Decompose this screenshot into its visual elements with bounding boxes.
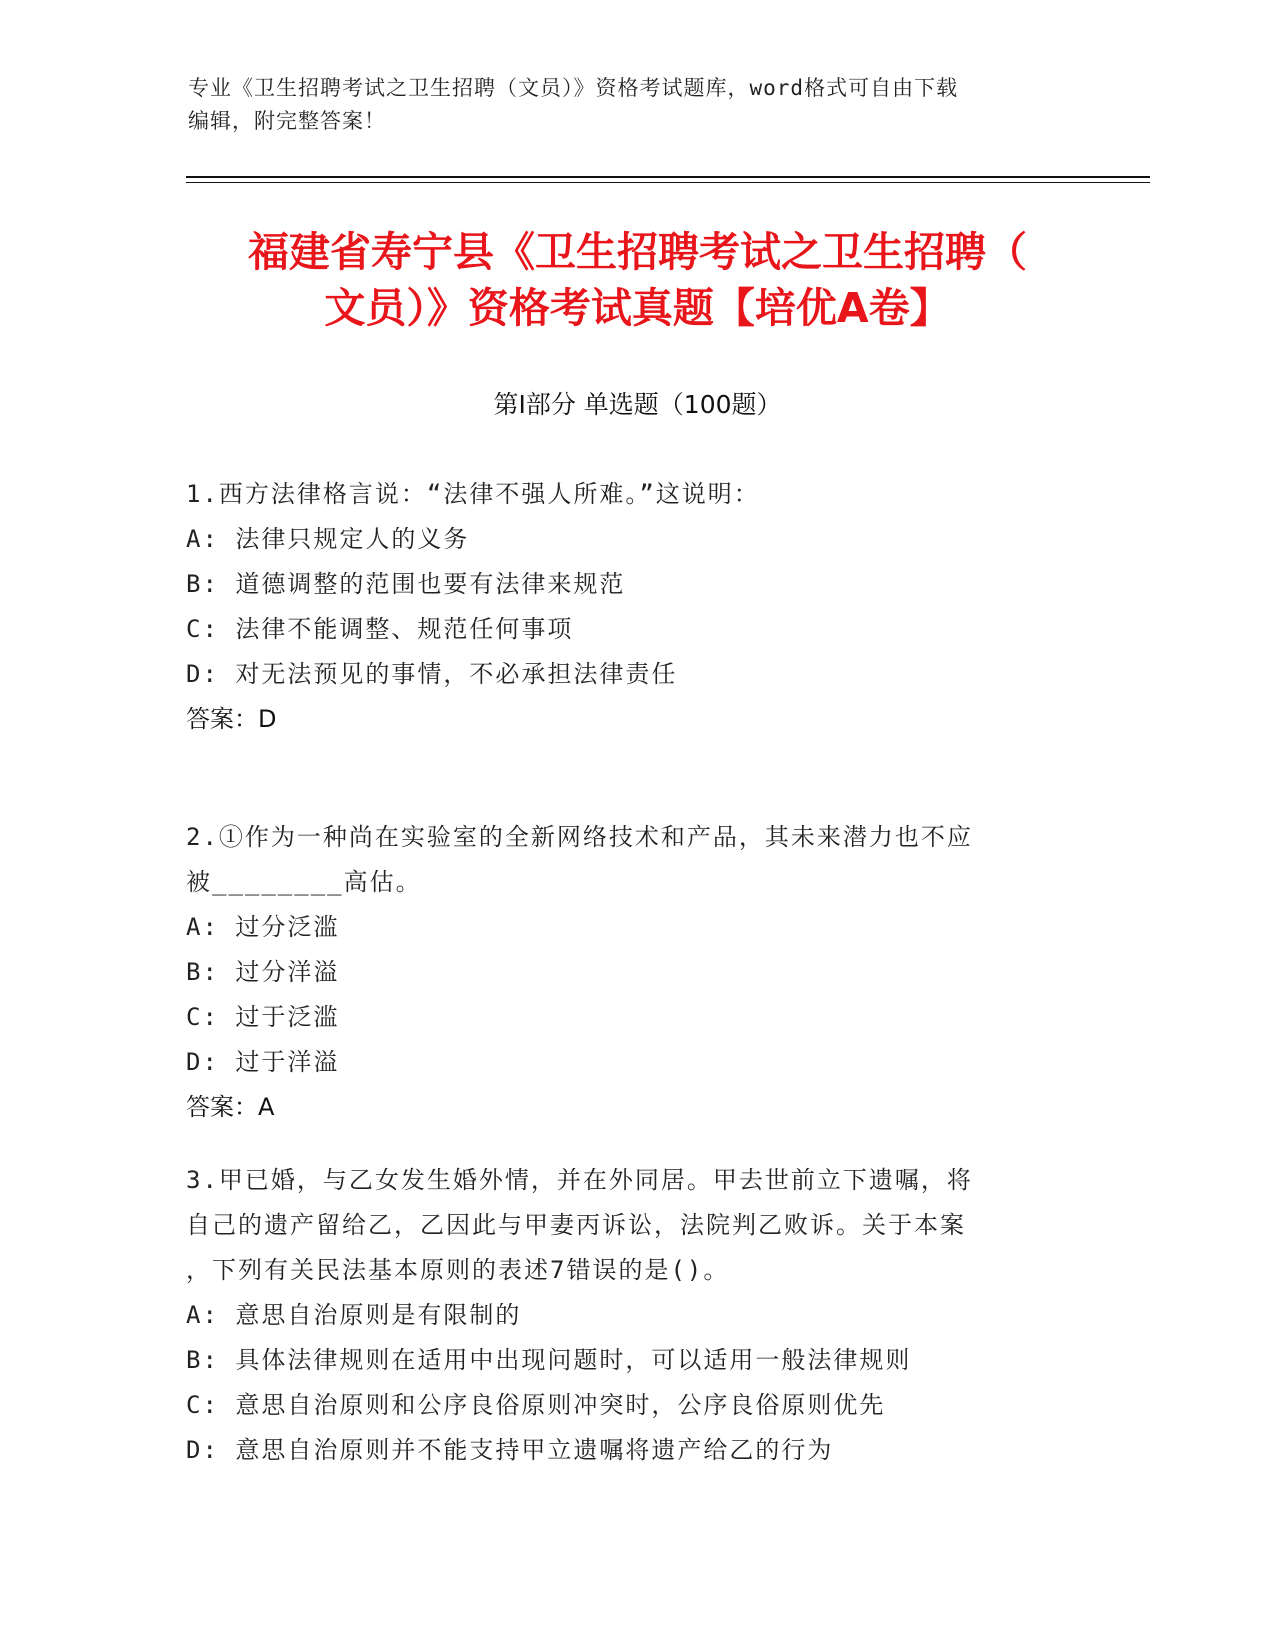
- question-1: [186, 472, 1066, 742]
- option-a: [186, 517, 1066, 562]
- option-c: [186, 995, 1066, 1040]
- header-note: [188, 72, 1068, 138]
- answer: 答案：A: [186, 1093, 275, 1121]
- option-a: [186, 1293, 1066, 1338]
- option-c: [186, 1383, 1066, 1428]
- header-note-line-2: 编辑，附完整答案！: [188, 109, 386, 133]
- option-d: [186, 1040, 1066, 1085]
- document-title-line-1: 福建省寿宁县《卫生招聘考试之卫生招聘（: [248, 228, 1027, 276]
- question-stem-line-2: 自己的遗产留给乙，乙因此与甲妻丙诉讼，法院判乙败诉。关于本案: [186, 1211, 966, 1239]
- option-key: C:: [186, 615, 219, 643]
- option-text: 对无法预见的事情，不必承担法律责任: [235, 660, 678, 688]
- question-stem-line-2: 被________高估。: [186, 868, 422, 896]
- option-key: A:: [186, 913, 219, 941]
- option-text: 具体法律规则在适用中出现问题时，可以适用一般法律规则: [235, 1346, 912, 1374]
- option-text: 过于洋溢: [235, 1048, 340, 1076]
- question-stem: 1.西方法律格言说：“法律不强人所难。”这说明：: [186, 480, 760, 508]
- question-stem-line-1: 2.①作为一种尚在实验室的全新网络技术和产品，其未来潜力也不应: [186, 823, 973, 851]
- option-text: 过分洋溢: [235, 958, 340, 986]
- section-title: 第Ⅰ部分 单选题（100题）: [493, 390, 782, 419]
- option-key: B:: [186, 570, 219, 598]
- option-b: [186, 950, 1066, 995]
- option-key: B:: [186, 1346, 219, 1374]
- option-key: A:: [186, 525, 219, 553]
- question-stem-line-3: ，下列有关民法基本原则的表述7错误的是()。: [186, 1256, 730, 1284]
- option-text: 意思自治原则和公序良俗原则冲突时，公序良俗原则优先: [235, 1391, 886, 1419]
- option-b: [186, 1338, 1066, 1383]
- header-rule-thick: [186, 176, 1150, 178]
- answer: 答案：D: [186, 705, 277, 733]
- document-title: [180, 224, 1095, 336]
- header-rule-thin: [186, 182, 1150, 183]
- option-text: 法律不能调整、规范任何事项: [235, 615, 574, 643]
- header-note-line-1: 专业《卫生招聘考试之卫生招聘（文员）》资格考试题库，word格式可自由下载: [188, 76, 959, 100]
- option-text: 法律只规定人的义务: [235, 525, 470, 553]
- question-3: [186, 1158, 1066, 1473]
- option-key: D:: [186, 1436, 219, 1464]
- option-key: C:: [186, 1391, 219, 1419]
- option-key: D:: [186, 660, 219, 688]
- option-text: 道德调整的范围也要有法律来规范: [235, 570, 626, 598]
- option-d: [186, 652, 1066, 697]
- option-key: C:: [186, 1003, 219, 1031]
- option-text: 意思自治原则是有限制的: [235, 1301, 522, 1329]
- option-d: [186, 1428, 1066, 1473]
- option-c: [186, 607, 1066, 652]
- option-key: D:: [186, 1048, 219, 1076]
- question-2: [186, 815, 1066, 1130]
- option-text: 意思自治原则并不能支持甲立遗嘱将遗产给乙的行为: [235, 1436, 834, 1464]
- document-title-line-2: 文员）》资格考试真题【培优A卷】: [324, 284, 951, 332]
- option-a: [186, 905, 1066, 950]
- option-text: 过分泛滥: [235, 913, 340, 941]
- option-key: B:: [186, 958, 219, 986]
- option-b: [186, 562, 1066, 607]
- option-text: 过于泛滥: [235, 1003, 340, 1031]
- question-stem-line-1: 3.甲已婚，与乙女发生婚外情，并在外同居。甲去世前立下遗嘱，将: [186, 1166, 973, 1194]
- option-key: A:: [186, 1301, 219, 1329]
